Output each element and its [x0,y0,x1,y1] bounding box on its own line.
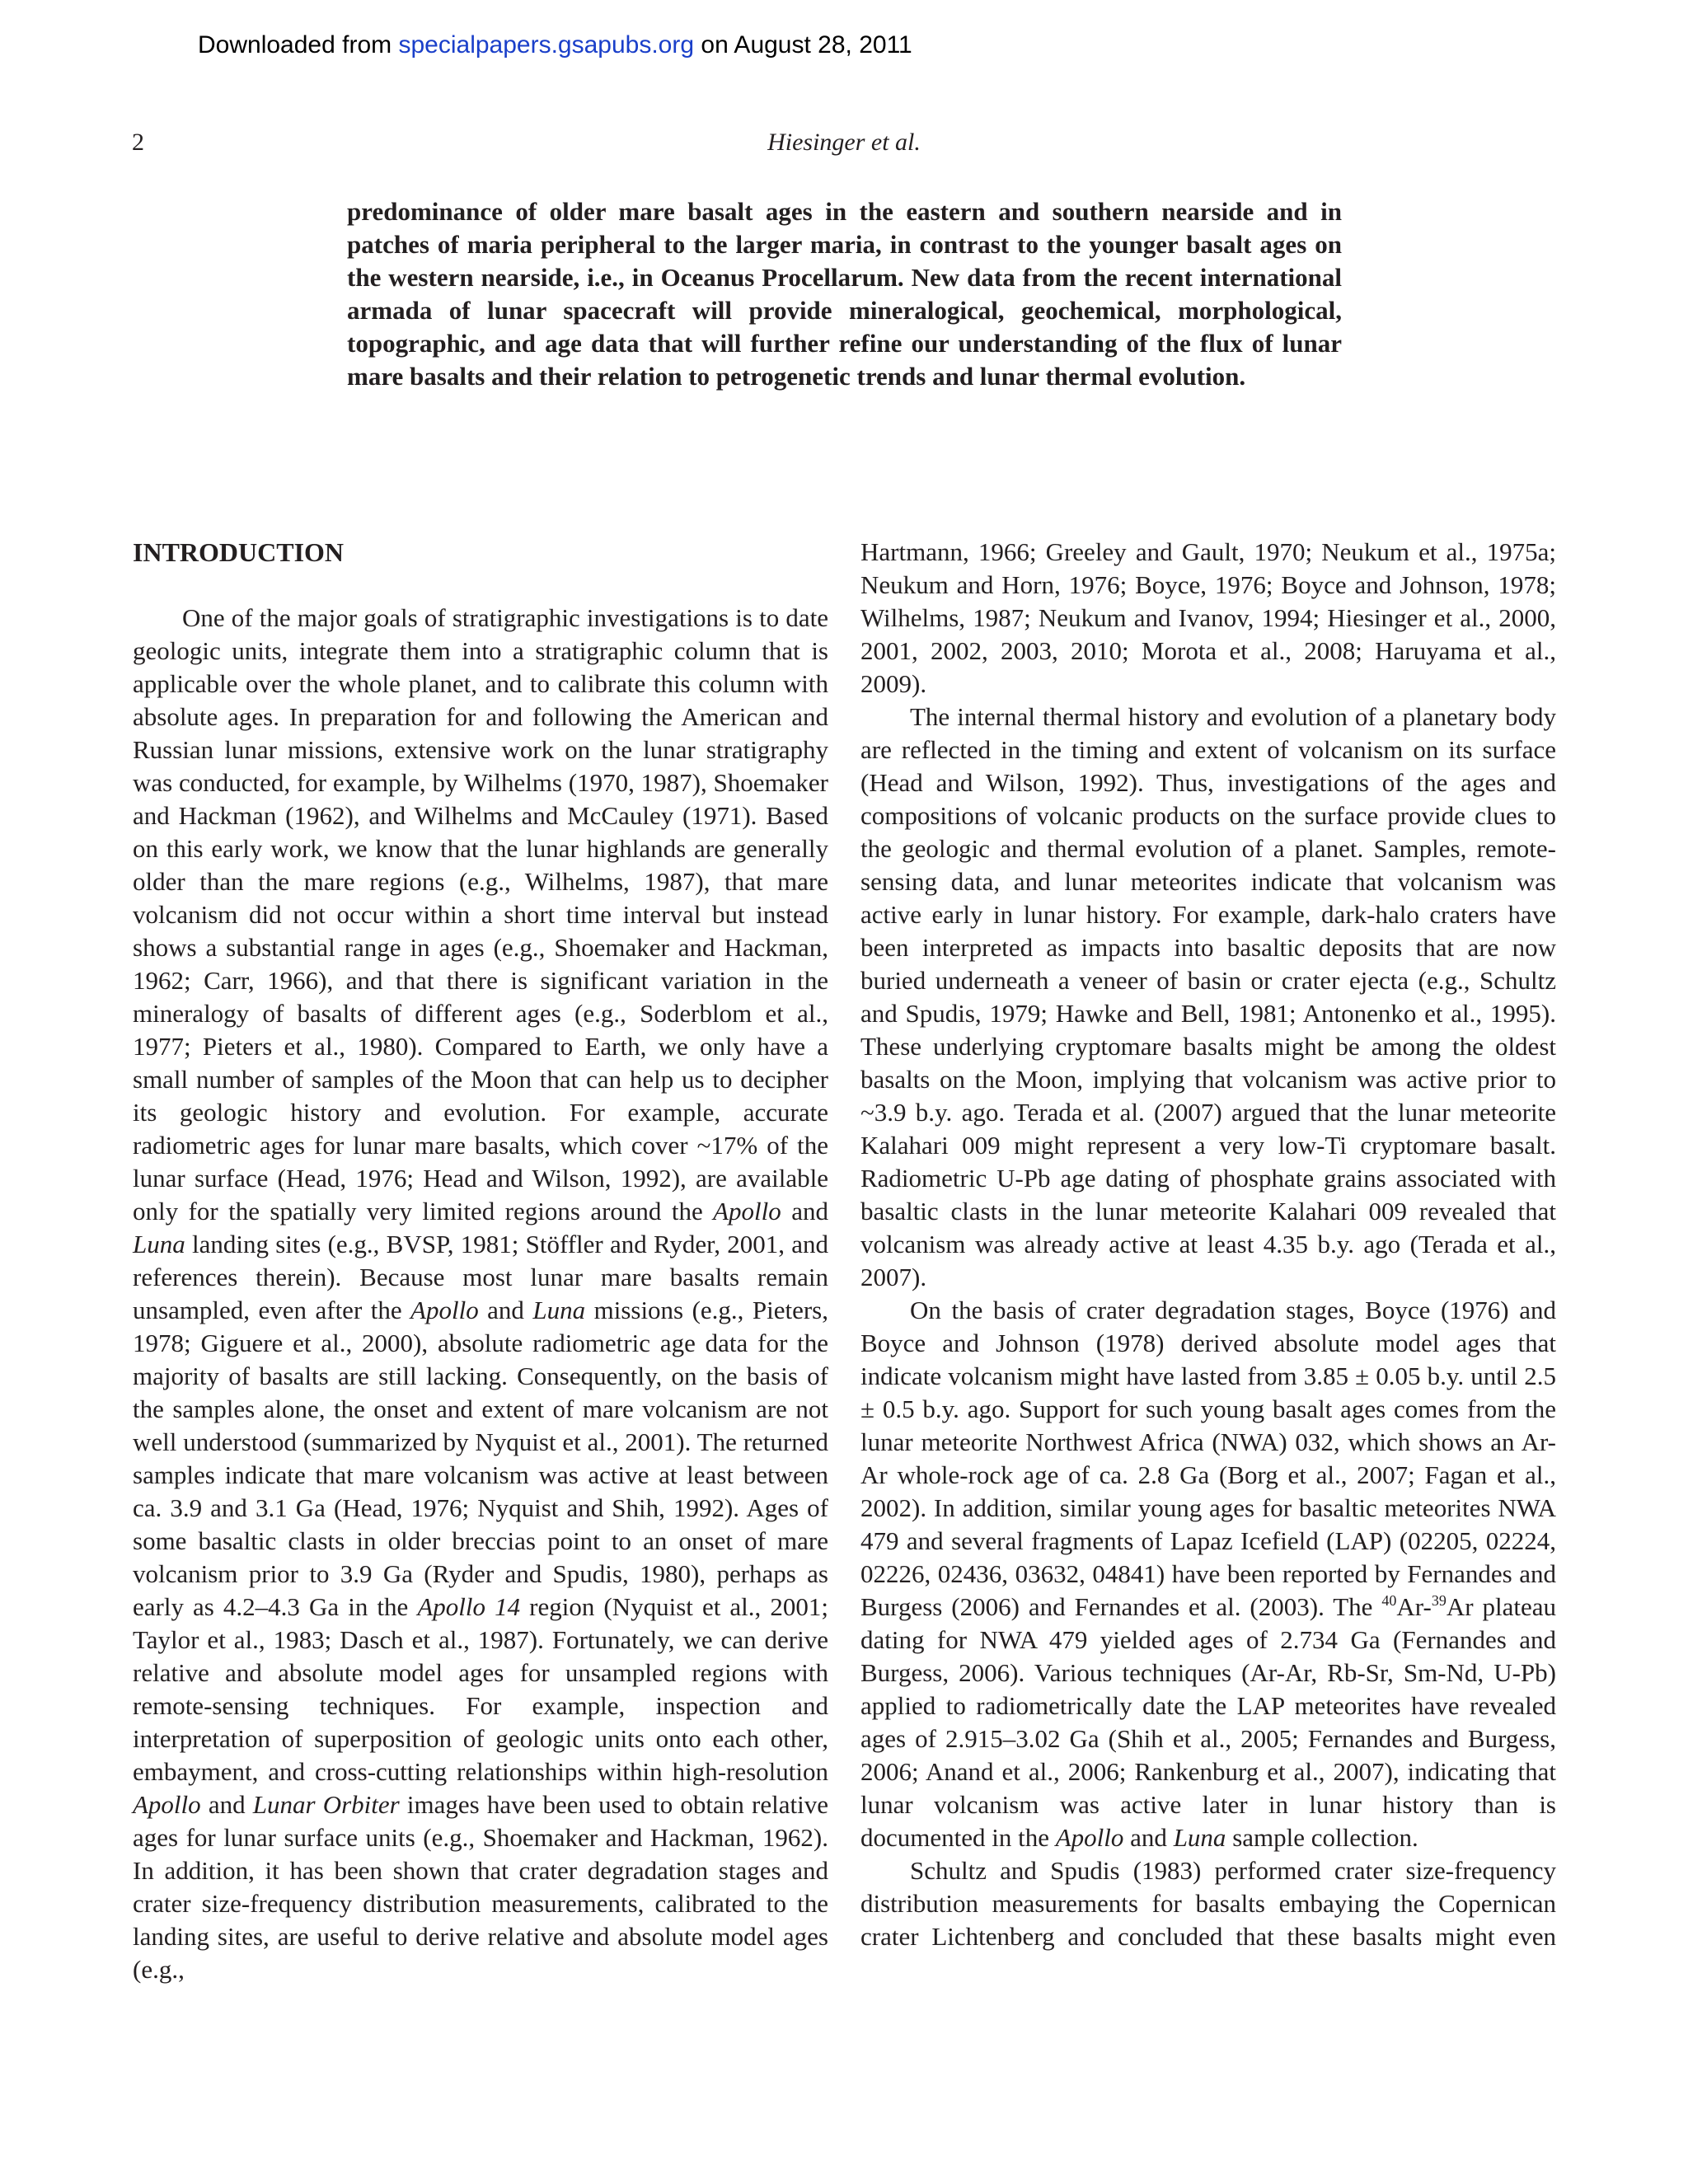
italic-term: Apollo [410,1296,479,1324]
text-run: and [781,1197,828,1226]
text-run: landing sites (e.g., BVSP, 1981; Stöffler and Ryder, 2001, and references therein). Because most lunar mare basalts remain unsampled, even after the [133,1230,828,1324]
download-banner-prefix: Downloaded from [198,31,399,59]
isotope-superscript: 40 [1381,1592,1397,1609]
text-run: Ar- [1396,1592,1432,1621]
italic-term: Luna [133,1230,185,1258]
italic-term: Apollo [713,1197,781,1226]
text-run: One of the major goals of stratigraphic investigations is to date geologic units, integrate them into a stratigraphic column that is applicable over the whole planet, and to calibrate this column with absolute ages. In preparation for and following the American and Russian lunar missions, extensive work on the lunar stratigraphy was conducted, for example, by Wilhelms (1970, 1987), Shoemaker and Hackman (1962), and Wilhelms and McCauley (1971). Based on this early work, we know that the lunar highlands are generally older than the mare regions (e.g., Wilhelms, 1987), that mare volcanism did not occur within a short time interval but instead shows a substantial range in ages (e.g., Shoemaker and Hackman, 1962; Carr, 1966), and that there is significant variation in the mineralogy of basalts of different ages (e.g., Soderblom et al., 1977; Pieters et al., 1980). Compared to Earth, we only have a small number of samples of the Moon that can help us to decipher its geologic history and evolution. For example, accurate radiometric ages for lunar mare basalts, which cover ~17% of the lunar surface (Head, 1976; Head and Wilson, 1992), are available only for the spatially very limited regions around the [133,603,828,1226]
abstract-continued: predominance of older mare basalt ages in the eastern and southern nearside and in patches of maria peripheral to the larger maria, in contrast to the younger basalt ages on the western nearside, i.e., in Oceanus Procellarum. New data from the recent international armada of lunar spacecraft will provide mineralogical, geochemical, morphological, topographic, and age data that will further refine our understanding of the flux of lunar mare basalts and their relation to petrogenetic trends and lunar thermal evolution. [347,197,1342,391]
intro-paragraph-2: The internal thermal history and evolution of a planetary body are reflected in the timing and extent of volcanism on its surface (Head and Wilson, 1992). Thus, investigations of the ages and compositions of volcanic products on the surface provide clues to the geologic and thermal evolution of a planet. Samples, remote-sensing data, and lunar meteorites indicate that volcanism was active early in lunar history. For example, dark-halo craters have been interpreted as impacts into basaltic deposits that are now buried underneath a veneer of basin or crater ejecta (e.g., Schultz and Spudis, 1979; Hawke and Bell, 1981; Antonenko et al., 1995). These underlying cryptomare basalts might be among the oldest basalts on the Moon, implying that volcanism was active prior to ~3.9 b.y. ago. Terada et al. (2007) argued that the lunar meteorite Kalahari 009 might represent a very low-Ti cryptomare basalt. Radiometric U-Pb age dating of phosphate grains associated with basaltic clasts in the lunar meteorite Kalahari 009 revealed that volcanism was already active at least 4.35 b.y. ago (Terada et al., 2007). [860,702,1556,1291]
text-run: and [1123,1823,1174,1852]
download-source-link[interactable]: specialpapers.gsapubs.org [398,31,695,59]
running-head: Hiesinger et al. [767,129,921,156]
italic-term: Apollo 14 [417,1592,521,1621]
italic-term: Apollo [1055,1823,1124,1852]
text-run: missions (e.g., Pieters, 1978; Giguere et al., 2000), absolute radiometric age data for the majority of basalts are still lacking. Consequently, on the basis of the samples alone, the onset and extent of mare volcanism are not well understood (summarized by Nyquist et al., 2001). The returned samples indicate that mare volcanism was active at least between ca. 3.9 and 3.1 Ga (Head, 1976; Nyquist and Shih, 1992). Ages of some basaltic clasts in older breccias point to an onset of mare volcanism prior to 3.9 Ga (Ryder and Spudis, 1980), perhaps as early as 4.2–4.3 Ga in the [133,1296,828,1621]
text-run: sample collection. [1226,1823,1418,1852]
italic-term: Luna [1173,1823,1226,1852]
intro-paragraph-1-continued: Hartmann, 1966; Greeley and Gault, 1970; Neukum et al., 1975a; Neukum and Horn, 1976; Boyce, 1976; Boyce and Johnson, 1978; Wilhelms, 1987; Neukum and Ivanov, 1994; Hiesinger et al., 2000, 2001, 2002, 2003, 2010; Morota et al., 2008; Haruyama et al., 2009). [860,537,1556,698]
intro-paragraph-3 [860,1294,1556,1854]
left-column [133,536,828,1986]
italic-term: Apollo [133,1790,201,1819]
text-run: Ar plateau dating for NWA 479 yielded ages of 2.734 Ga (Fernandes and Burgess, 2006). Various techniques (Ar-Ar, Rb-Sr, Sm-Nd, U-Pb) applied to radiometrically date the LAP meteorites have revealed ages of 2.915–3.02 Ga (Shih et al., 2005; Fernandes and Burgess, 2006; Anand et al., 2006; Rankenburg et al., 2007), indicating that lunar volcanism was active later in lunar history than is documented in the [860,1592,1556,1852]
right-column [860,536,1556,1953]
intro-paragraph-1 [133,602,828,1986]
download-banner-suffix: on August 28, 2011 [694,31,912,59]
page-number: 2 [132,129,144,156]
download-banner [198,31,912,59]
text-run: region (Nyquist et al., 2001; Taylor et al., 1983; Dasch et al., 1987). Fortunately, we can derive relative and absolute model ages for unsampled regions with remote-sensing techniques. For example, inspection and interpretation of superposition of geologic units onto each other, embayment, and cross-cutting relationships within high-resolution [133,1592,828,1786]
text-run: and [200,1790,253,1819]
italic-term: Lunar Orbiter [252,1790,400,1819]
text-run: images have been used to obtain relative ages for lunar surface units (e.g., Shoemaker and Hackman, 1962). In addition, it has been shown that crater degradation stages and crater size-frequency distribution measurements, calibrated to the landing sites, are useful to derive relative and absolute model ages (e.g., [133,1790,828,1984]
isotope-superscript: 39 [1431,1592,1447,1609]
text-run: and [478,1296,533,1324]
intro-paragraph-4: Schultz and Spudis (1983) performed crater size-frequency distribution measurements for basalts embaying the Copernican crater Lichtenberg and concluded that these basalts might even [860,1856,1556,1951]
section-heading: INTRODUCTION [133,537,345,567]
text-run: On the basis of crater degradation stages, Boyce (1976) and Boyce and Johnson (1978) derived absolute model ages that indicate volcanism might have lasted from 3.85 ± 0.05 b.y. until 2.5 ± 0.5 b.y. ago. Support for such young basalt ages comes from the lunar meteorite Northwest Africa (NWA) 032, which shows an Ar-Ar whole-rock age of ca. 2.8 Ga (Borg et al., 2007; Fagan et al., 2002). In addition, similar young ages for basaltic meteorites NWA 479 and several fragments of Lapaz Icefield (LAP) (02205, 02224, 02226, 02436, 03632, 04841) have been reported by Fernandes and Burgess (2006) and Fernandes et al. (2003). The [860,1296,1556,1621]
italic-term: Luna [532,1296,586,1324]
